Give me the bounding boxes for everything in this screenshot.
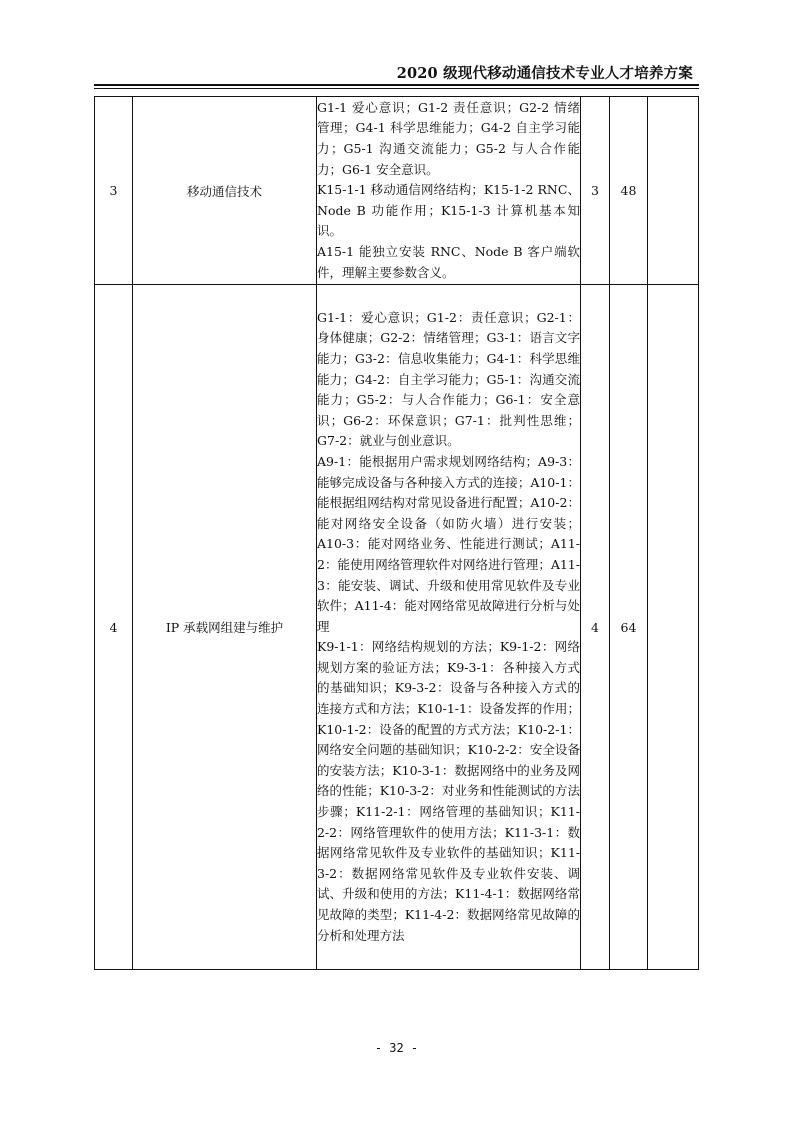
document-header-title: 2020 级现代移动通信技术专业人才培养方案	[396, 65, 693, 82]
course-name-cell: IP 承载网组建与维护	[133, 285, 317, 970]
course-name-cell: 移动通信技术	[133, 97, 317, 285]
course-number-cell: 3	[95, 97, 133, 285]
course-content-cell	[317, 97, 581, 285]
header-rule-thick	[94, 84, 699, 86]
course-credits-cell: 4	[581, 285, 610, 970]
table-row	[95, 97, 699, 285]
course-hours-cell: 48	[610, 97, 648, 285]
content-paragraph: A15-1 能独立安装 RNC、Node B 客户端软件，理解主要参数含义。	[317, 243, 580, 280]
table-row	[95, 285, 699, 970]
content-paragraph: K15-1-1 移动通信网络结构；K15-1-2 RNC、Node B 功能作用；K15-1-3 计算机基本知识。	[317, 182, 580, 239]
content-paragraph: K9-1-1：网络结构规划的方法；K9-1-2：网络规划方案的验证方法；K9-3-1：各种接入方式的基础知识；K9-3-2：设备与各种接入方式的连接方式和方法；K10-1-1：设备发挥的作用；K10-1-2：设备的配置的方式方法；K10-2-1：网络安全问题的基础知识；K10-2-2：安全设备的安装方法；K10-3-1：数据网络中的业务及网络的性能；K10-3-2：对业务和性能测试的方法步骤；K11-2-1：网络管理的基础知识；K11-2-2：网络管理软件的使用方法；K11-3-1：数据网络常见软件及专业软件的基础知识；K11-3-2：数据网络常见软件及专业软件安装、调试、升级和使用的方法；K11-4-1：数据网络常见故障的类型；K11-4-2：数据网络常见故障的分析和处理方法	[317, 639, 580, 943]
course-number-cell: 4	[95, 285, 133, 970]
course-table	[94, 96, 699, 970]
course-remarks-cell	[648, 97, 699, 285]
content-paragraph: G1-1：爱心意识；G1-2：责任意识；G2-1：身体健康；G2-2：情绪管理；G3-1：语言文字能力；G3-2：信息收集能力；G4-1：科学思维能力；G4-2：自主学习能力；G5-1：沟通交流能力；G5-2：与人合作能力；G6-1：安全意识；G6-2：环保意识；G7-1：批判性思维；G7-2：就业与创业意识。	[317, 309, 580, 449]
content-paragraph: A9-1：能根据用户需求规划网络结构；A9-3：能够完成设备与各种接入方式的连接；A10-1：能根据组网结构对常见设备进行配置；A10-2：能对网络安全设备（如防火墙）进行安装；A10-3：能对网络业务、性能进行测试；A11-2：能使用网络管理软件对网络进行管理；A11-3：能安装、调试、升级和使用常见软件及专业软件；A11-4：能对网络常见故障进行分析与处理	[317, 453, 580, 634]
course-hours-cell: 64	[610, 285, 648, 970]
page-number: - 32 -	[374, 1041, 419, 1055]
header-rule-thin	[94, 88, 699, 89]
course-remarks-cell	[648, 285, 699, 970]
course-content-cell	[317, 285, 581, 970]
course-credits-cell: 3	[581, 97, 610, 285]
content-paragraph: G1-1 爱心意识；G1-2 责任意识；G2-2 情绪管理；G4-1 科学思维能力；G4-2 自主学习能力；G5-1 沟通交流能力；G5-2 与人合作能力；G6-1 安全意识。	[317, 99, 580, 177]
